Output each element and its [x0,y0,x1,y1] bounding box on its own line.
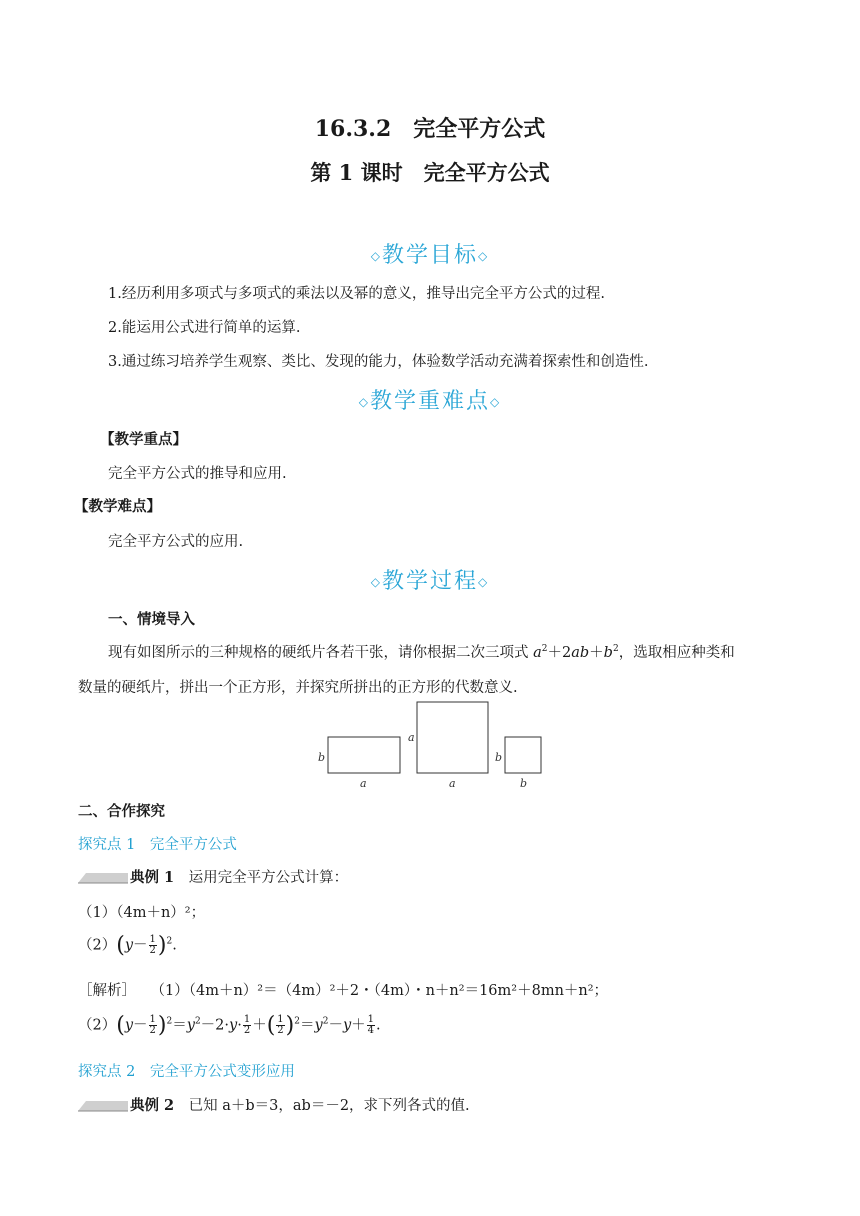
point2-heading: 探究点 2 完全平方公式变形应用 [78,1064,295,1080]
objective-item: 3.通过练习培养学生观察、类比、发现的能力，体验数学活动充满着探索性和创造性. [108,354,649,370]
diamond-icon: ◇ [490,395,502,409]
cardboard-figure [310,700,560,795]
analysis-line1: （1）（4m＋n）²＝（4m）²＋2・（4m）・n＋n²＝16m²＋8mn＋n²； [157,983,609,999]
diamond-icon: ◇ [370,575,382,589]
analysis [78,979,608,1000]
analysis-line2: （2）(y－ $\frac{1}{2}$ )$^2=y^2-2\cdot y\cdot$ $\frac{1}{2}$ ＋( $\frac{1}{2}$ )$^2=y^2-y+$ $\frac{1}{4}$ . [78,1013,381,1038]
example1-q1: （1）（4m＋n）²； [78,905,206,921]
square-a [417,702,488,773]
diamond-icon: ◇ [478,575,490,589]
example1-q2: （2）(y－ $\frac{1}{2}$ )$^2$. [78,933,177,958]
example2-text: 已知 a＋b＝3，ab＝－2，求下列各式的值. [188,1098,470,1114]
example2 [78,1094,470,1115]
diamond-icon: ◇ [358,395,370,409]
page-title: 16.3.2 完全平方公式 [314,116,546,142]
diamond-icon: ◇ [370,249,382,263]
section-keypoints [0,384,860,415]
example1 [78,866,348,887]
rect-ab [328,737,400,773]
part1-title: 一、情境导入 [108,611,195,628]
label-a: a [449,777,456,790]
lesson-subtitle: 第 1 课时 完全平方公式 [310,160,550,185]
objective-item: 1.经历利用多项式与多项式的乘法以及幂的意义，推导出完全平方公式的过程. [108,286,605,302]
example-tab-icon [78,871,128,885]
part1-text-cont: 数量的硬纸片，拼出一个正方形，并探究所拼出的正方形的代数意义. [78,680,518,696]
section-process [0,564,860,595]
section-keypoints-label: 教学重难点 [369,389,490,414]
section-process-label: 教学过程 [381,569,478,594]
label-a: a [360,777,367,790]
objective-item: 2.能运用公式进行简单的运算. [108,320,301,336]
point1-heading: 探究点 1 完全平方公式 [78,837,237,853]
square-b [505,737,541,773]
part1-text: 现有如图所示的三种规格的硬纸片各若干张，请你根据二次三项式 $a^2+2ab+b^2$，选取相应种类和 [108,644,735,661]
analysis-label: ［解析］ [78,983,129,999]
label-b: b [318,751,326,764]
part2-title: 二、合作探究 [78,803,165,820]
example2-label: 典例 2 [130,1097,175,1114]
focus-text: 完全平方公式的推导和应用. [108,466,287,482]
example1-label: 典例 1 [130,869,175,886]
label-a: a [408,731,415,744]
example1-text: 运用完全平方公式计算： [188,870,349,886]
difficulty-text: 完全平方公式的应用. [108,534,244,550]
focus-label: 【教学重点】 [100,431,187,448]
section-objectives [0,238,860,269]
label-b: b [495,751,503,764]
difficulty-label: 【教学难点】 [74,498,161,515]
diamond-icon: ◇ [478,249,490,263]
example-tab-icon [78,1099,128,1113]
section-objectives-label: 教学目标 [381,243,478,268]
label-b: b [520,777,528,790]
